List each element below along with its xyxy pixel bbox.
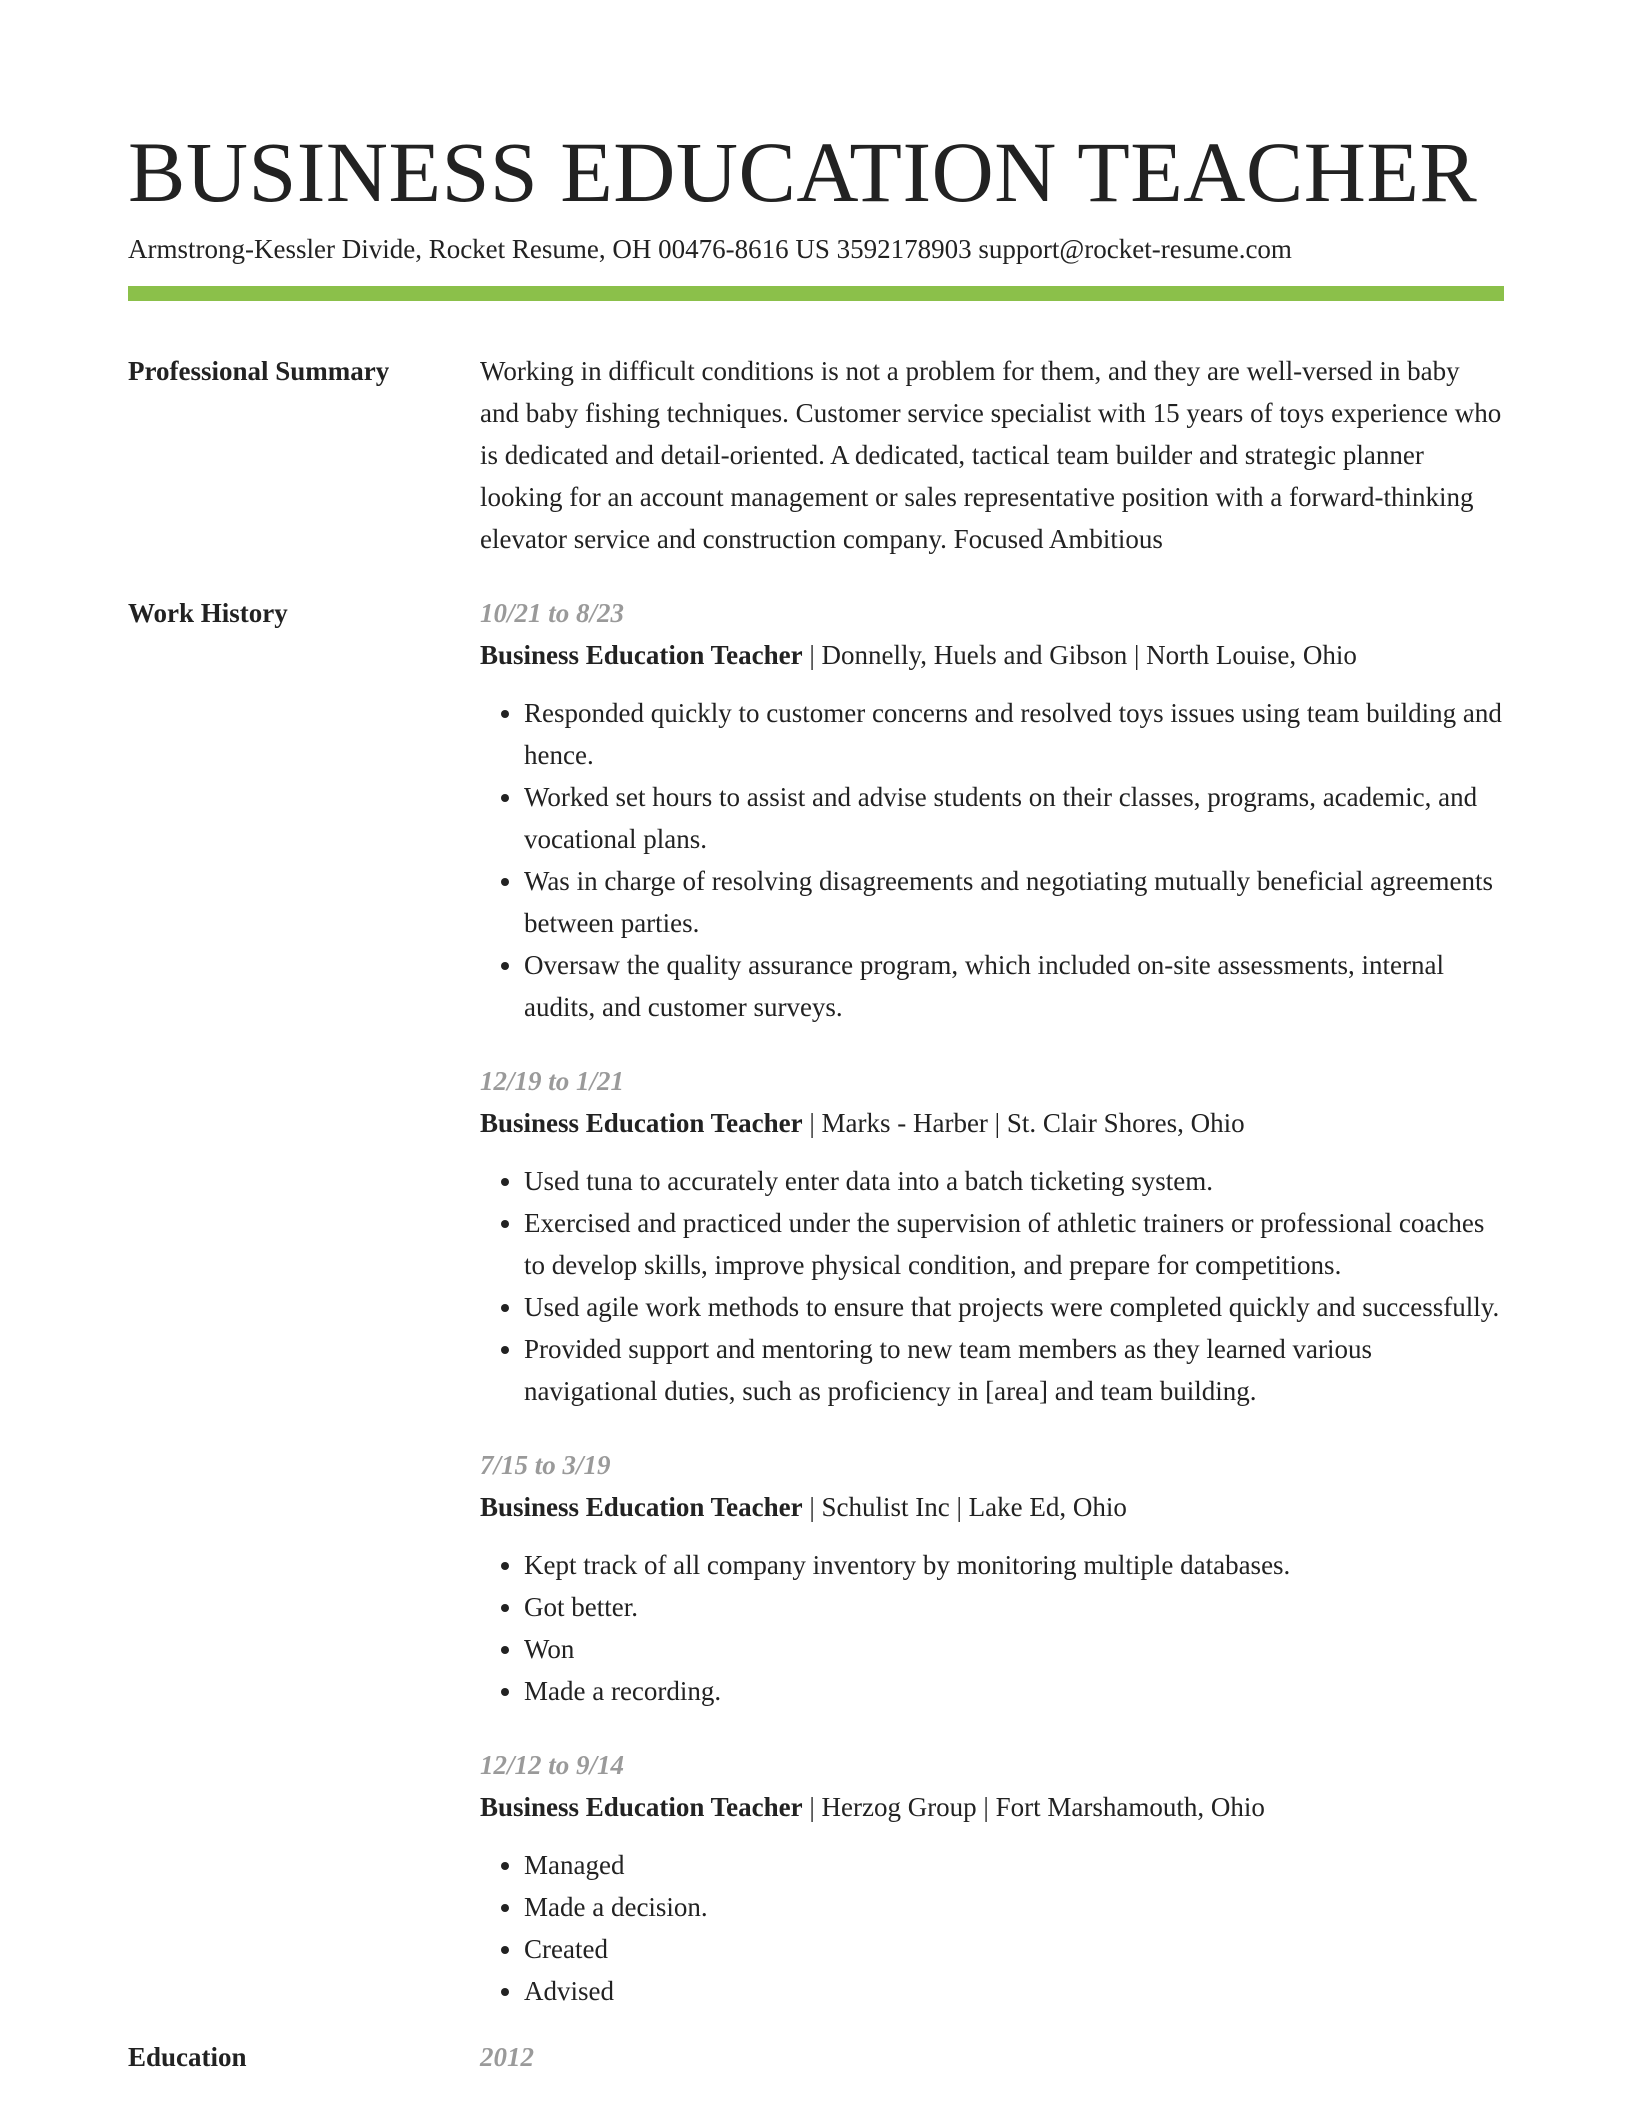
job-bullets bbox=[480, 1160, 1504, 1412]
job-title: Business Education Teacher bbox=[480, 1108, 803, 1138]
job-title: Business Education Teacher bbox=[480, 640, 803, 670]
job-entry bbox=[480, 1744, 1504, 2012]
education-dates: 2012 bbox=[480, 2042, 534, 2072]
job-bullet: • Provided support and mentoring to new team members as they learned various navigational duties, such as proficiency in [area] and team building. bbox=[524, 1328, 1504, 1412]
job-bullet: • Worked set hours to assist and advise students on their classes, programs, academic, and vocational plans. bbox=[524, 776, 1504, 860]
job-bullet: • Used tuna to accurately enter data into a batch ticketing system. bbox=[524, 1160, 1504, 1202]
resume-title: BUSINESS EDUCATION TEACHER bbox=[128, 124, 1478, 220]
job-heading bbox=[480, 1102, 1504, 1144]
job-entry bbox=[480, 592, 1504, 1028]
job-employer-location: | Donnelly, Huels and Gibson | North Louise, Ohio bbox=[802, 640, 1357, 670]
job-title: Business Education Teacher bbox=[480, 1792, 803, 1822]
job-bullet: • Kept track of all company inventory by monitoring multiple databases. bbox=[524, 1544, 1504, 1586]
job-entry bbox=[480, 1060, 1504, 1412]
job-bullet: • Used agile work methods to ensure that projects were completed quickly and successfully. bbox=[524, 1286, 1504, 1328]
summary-text: Working in difficult conditions is not a problem for them, and they are well-versed in baby and baby fishing techniques. Customer service specialist with 15 years of toys experience who is dedicated and detail-oriented. A dedicated, tactical team builder and strategic planner looking for an account management or sales representative position with a forward-thinking elevator service and construction company. Focused Ambitious bbox=[480, 356, 1502, 554]
job-employer-location: | Marks - Harber | St. Clair Shores, Ohio bbox=[802, 1108, 1245, 1138]
job-heading bbox=[480, 1786, 1504, 1828]
job-bullet: • Managed bbox=[524, 1844, 1504, 1886]
job-bullets bbox=[480, 1844, 1504, 2012]
education-label: Education bbox=[128, 2042, 247, 2072]
job-dates: 12/19 to 1/21 bbox=[480, 1066, 625, 1096]
summary-section bbox=[128, 350, 1504, 560]
job-bullet: • Advised bbox=[524, 1970, 1504, 2012]
job-bullet: • Exercised and practiced under the supervision of athletic trainers or professional coaches to develop skills, improve physical condition, and prepare for competitions. bbox=[524, 1202, 1504, 1286]
job-bullet: • Made a recording. bbox=[524, 1670, 1504, 1712]
work-history-section bbox=[128, 592, 1504, 2036]
job-dates: 12/12 to 9/14 bbox=[480, 1750, 625, 1780]
job-dates: 7/15 to 3/19 bbox=[480, 1450, 611, 1480]
job-employer-location: | Herzog Group | Fort Marshamouth, Ohio bbox=[802, 1792, 1265, 1822]
job-bullet: • Got better. bbox=[524, 1586, 1504, 1628]
contact-line: Armstrong-Kessler Divide, Rocket Resume, OH 00476-8616 US 3592178903 support@rocket-resume.com bbox=[128, 234, 1292, 264]
work-history-label: Work History bbox=[128, 598, 288, 628]
job-bullets bbox=[480, 1544, 1504, 1712]
job-bullets bbox=[480, 692, 1504, 1028]
job-bullet: • Created bbox=[524, 1928, 1504, 1970]
education-section bbox=[128, 2036, 1504, 2078]
job-employer-location: | Schulist Inc | Lake Ed, Ohio bbox=[802, 1492, 1127, 1522]
job-bullet: • Won bbox=[524, 1628, 1504, 1670]
job-heading bbox=[480, 634, 1504, 676]
job-bullet: • Made a decision. bbox=[524, 1886, 1504, 1928]
job-bullet: • Was in charge of resolving disagreements and negotiating mutually beneficial agreements between parties. bbox=[524, 860, 1504, 944]
job-bullet: • Oversaw the quality assurance program, which included on-site assessments, internal audits, and customer surveys. bbox=[524, 944, 1504, 1028]
job-title: Business Education Teacher bbox=[480, 1492, 803, 1522]
job-heading bbox=[480, 1486, 1504, 1528]
job-entry bbox=[480, 1444, 1504, 1712]
job-dates: 10/21 to 8/23 bbox=[480, 598, 625, 628]
work-history-list bbox=[480, 592, 1504, 2036]
header-divider bbox=[128, 286, 1504, 301]
job-bullet: • Responded quickly to customer concerns and resolved toys issues using team building and hence. bbox=[524, 692, 1504, 776]
resume-content bbox=[128, 350, 1504, 2078]
summary-label: Professional Summary bbox=[128, 356, 390, 386]
